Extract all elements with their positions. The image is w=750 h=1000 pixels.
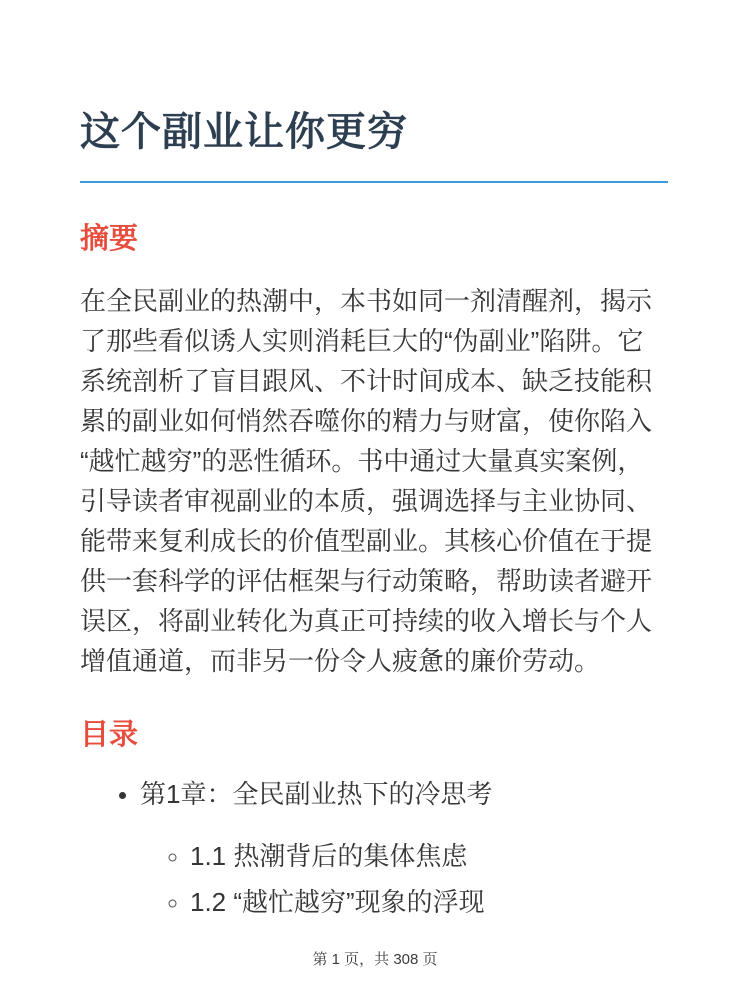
abstract-text: 在全民副业的热潮中，本书如同一剂清醒剂，揭示了那些看似诱人实则消耗巨大的“伪副业”陷阱。它系统剖析了盲目跟风、不计时间成本、缺乏技能积累的副业如何悄然吞噬你的精力与财富，使你陷入“越忙越穷”的恶性循环。书中通过大量真实案例，引导读者审视副业的本质，强调选择与主业协同、能带来复利成长的价值型副业。其核心价值在于提供一套科学的评估框架与行动策略，帮助读者避开误区，将副业转化为真正可持续的收入增长与个人增值通道，而非另一份令人疲惫的廉价劳动。 [80, 286, 653, 677]
toc-list [80, 774, 668, 922]
page-title: 这个副业让你更穷 [80, 110, 408, 154]
abstract-heading: 摘要 [80, 223, 139, 255]
toc-chapter-item [140, 774, 668, 922]
toc-chapter-label: 第1章：全民副业热下的冷思考 [140, 778, 493, 809]
title-divider [80, 181, 668, 183]
toc-sublist [140, 836, 668, 922]
toc-section-item: ◦ 1.2 “越忙越穷”现象的浮现 [190, 882, 668, 922]
toc-section-item: ◦ 1.1 热潮背后的集体焦虑 [190, 836, 668, 876]
page-number: 第 1 页，共 308 页 [312, 951, 438, 968]
toc-heading: 目录 [80, 719, 139, 752]
